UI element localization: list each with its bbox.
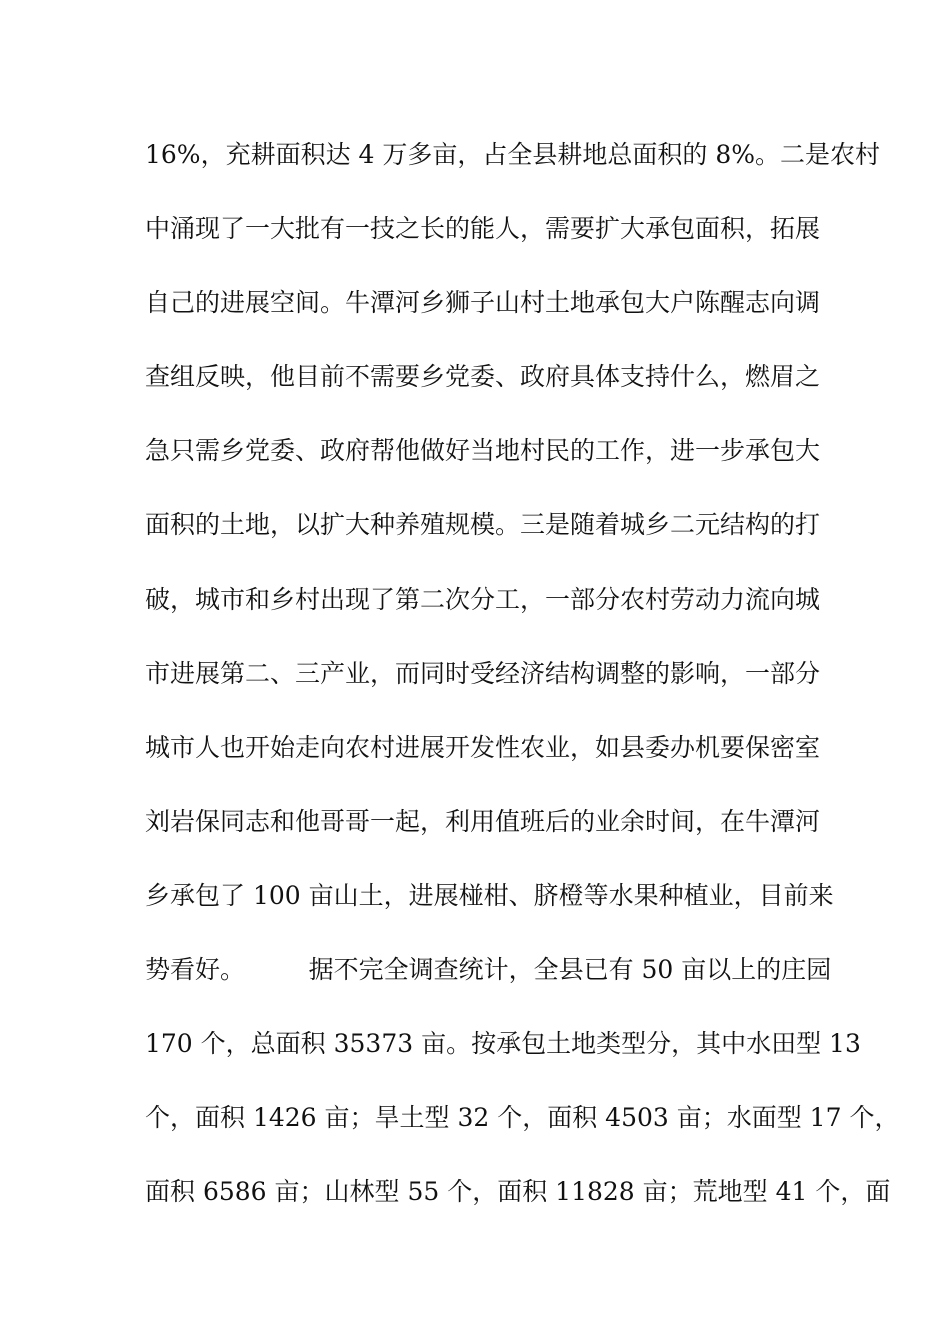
text-line-8: 市进展第二、三产业，而同时受经济结构调整的影响，一部分 <box>145 658 821 688</box>
text-line-6: 面积的土地，以扩大种养殖规模。三是随着城乡二元结构的打 <box>145 510 821 540</box>
text-line-3: 自己的进展空间。牛潭河乡狮子山村土地承包大户陈醒志向调 <box>145 288 821 318</box>
body-text <box>145 133 900 1244</box>
text-line-10: 刘岩保同志和他哥哥一起，利用值班后的业余时间，在牛潭河 <box>145 806 821 836</box>
text-line-14: 个，面积 1426 亩；旱土型 32 个，面积 4503 亩；水面型 17 个， <box>145 1103 900 1133</box>
text-line-2: 中涌现了一大批有一技之长的能人，需要扩大承包面积，拓展 <box>145 214 821 244</box>
text-line-4: 查组反映，他目前不需要乡党委、政府具体支持什么，燃眉之 <box>145 362 821 392</box>
text-line-5: 急只需乡党委、政府帮他做好当地村民的工作，进一步承包大 <box>145 436 821 466</box>
text-line-11: 乡承包了 100 亩山土，进展椪柑、脐橙等水果种植业，目前来 <box>145 880 834 910</box>
text-line-7: 破，城市和乡村出现了第二次分工，一部分农村劳动力流向城 <box>145 584 821 614</box>
text-line-15: 面积 6586 亩；山林型 55 个，面积 11828 亩；荒地型 41 个，面 <box>145 1177 891 1207</box>
text-line-12: 势看好。 据不完全调查统计，全县已有 50 亩以上的庄园 <box>145 955 832 985</box>
text-line-13: 170 个，总面积 35373 亩。按承包土地类型分，其中水田型 13 <box>145 1029 861 1059</box>
text-line-1: 16%，充耕面积达 4 万多亩，占全县耕地总面积的 8%。二是农村 <box>145 140 880 169</box>
text-line-9: 城市人也开始走向农村进展开发性农业，如县委办机要保密室 <box>145 732 821 762</box>
